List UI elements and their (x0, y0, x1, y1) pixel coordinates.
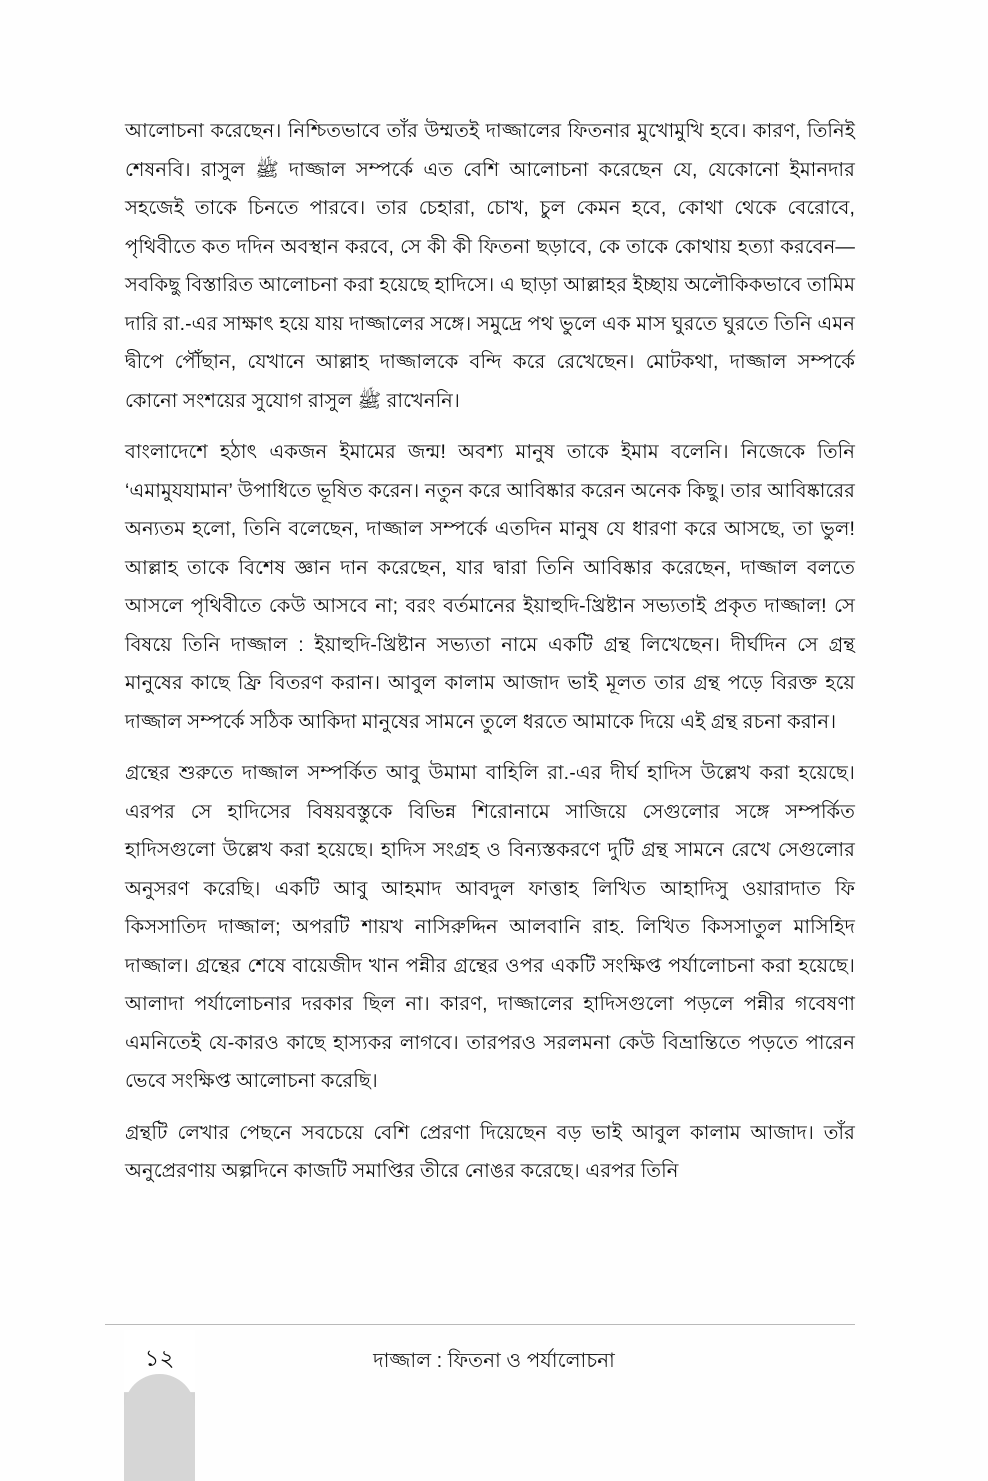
page-tab-bubble (124, 1374, 195, 1481)
page-number-tab (124, 1330, 195, 1481)
paragraph-1: আলোচনা করেছেন। নিশ্চিতভাবে তাঁর উম্মতই দাজ্জালের ফিতনার মুখোমুখি হবে। কারণ, তিনিই শেষনবি। রাসুল ﷺ দাজ্জাল সম্পর্কে এত বেশি আলোচনা করেছেন যে, যেকোনো ইমানদার সহজেই তাকে চিনতে পারবে। তার চেহারা, চোখ, চুল কেমন হবে, কোথা থেকে বেরোবে, পৃথিবীতে কত দদিন অবস্থান করবে, সে কী কী ফিতনা ছড়াবে, কে তাকে কোথায় হত্যা করবেন—সবকিছু বিস্তারিত আলোচনা করা হয়েছে হাদিসে। এ ছাড়া আল্লাহর ইচ্ছায় অলৌকিকভাবে তামিম দারি রা.-এর সাক্ষাৎ হয়ে যায় দাজ্জালের সঙ্গে। সমুদ্রে পথ ভুলে এক মাস ঘুরতে ঘুরতে তিনি এমন দ্বীপে পৌঁছান, যেখানে আল্লাহ দাজ্জালকে বন্দি করে রেখেছেন। মোটকথা, দাজ্জাল সম্পর্কে কোনো সংশয়ের সুযোগ রাসুল ﷺ রাখেননি। (125, 120, 856, 412)
footer-divider (105, 1324, 855, 1325)
paragraph-4: গ্রন্থটি লেখার পেছনে সবচেয়ে বেশি প্রেরণা দিয়েছেন বড় ভাই আবুল কালাম আজাদ। তাঁর অনুপ্রেরণায় অল্পদিনে কাজটি সমাপ্তির তীরে নোঙর করেছে। এরপর তিনি (125, 1121, 855, 1182)
paragraph-2: বাংলাদেশে হঠাৎ একজন ইমামের জন্ম! অবশ্য মানুষ তাকে ইমাম বলেনি। নিজেকে তিনি ‘এমামুযযামান’ উপাধিতে ভূষিত করেন। নতুন করে আবিষ্কার করেন অনেক কিছু। তার আবিষ্কারের অন্যতম হলো, তিনি বলেছেন, দাজ্জাল সম্পর্কে এতদিন মানুষ যে ধারণা করে আসছে, তা ভুল! আল্লাহ তাকে বিশেষ জ্ঞান দান করেছেন, যার দ্বারা তিনি আবিষ্কার করেছেন, দাজ্জাল বলতে আসলে পৃথিবীতে কেউ আসবে না; বরং বর্তমানের ইয়াহুদি-খ্রিষ্টান সভ্যতাই প্রকৃত দাজ্জাল! সে বিষয়ে তিনি দাজ্জাল : ইয়াহুদি-খ্রিষ্টান সভ্যতা নামে একটি গ্রন্থ লিখেছেন। দীর্ঘদিন সে গ্রন্থ মানুষের কাছে ফ্রি বিতরণ করান। আবুল কালাম আজাদ ভাই মূলত তার গ্রন্থ পড়ে বিরক্ত হয়ে দাজ্জাল সম্পর্কে সঠিক আকিদা মানুষের সামনে তুলে ধরতে আমাকে দিয়ে এই গ্রন্থ রচনা করান। (125, 441, 855, 733)
footer-book-title: দাজ্জাল : ফিতনা ও পর্যালোচনা (373, 1350, 615, 1372)
paragraph-3: গ্রন্থের শুরুতে দাজ্জাল সম্পর্কিত আবু উমামা বাহিলি রা.-এর দীর্ঘ হাদিস উল্লেখ করা হয়েছে। এরপর সে হাদিসের বিষয়বস্তুকে বিভিন্ন শিরোনামে সাজিয়ে সেগুলোর সঙ্গে সম্পর্কিত হাদিসগুলো উল্লেখ করা হয়েছে। হাদিস সংগ্রহ ও বিন্যস্তকরণে দুটি গ্রন্থ সামনে রেখে সেগুলোর অনুসরণ করেছি। একটি আবু আহমাদ আবদুল ফাত্তাহ লিখিত আহাদিসু ওয়ারাদাত ফি কিসসাতিদ দাজ্জাল; অপরটি শায়খ নাসিরুদ্দিন আলবানি রাহ. লিখিত কিসসাতুল মাসিহিদ দাজ্জাল। গ্রন্থের শেষে বায়েজীদ খান পন্নীর গ্রন্থের ওপর একটি সংক্ষিপ্ত পর্যালোচনা করা হয়েছে। আলাদা পর্যালোচনার দরকার ছিল না। কারণ, দাজ্জালের হাদিসগুলো পড়লে পন্নীর গবেষণা এমনিতেই যে-কারও কাছে হাস্যকর লাগবে। তারপরও সরলমনা কেউ বিভ্রান্তিতে পড়তে পারেন ভেবে সংক্ষিপ্ত আলোচনা করেছি। (125, 762, 855, 1092)
page-body-text (125, 112, 855, 1191)
page-number: ১২ (144, 1345, 175, 1371)
